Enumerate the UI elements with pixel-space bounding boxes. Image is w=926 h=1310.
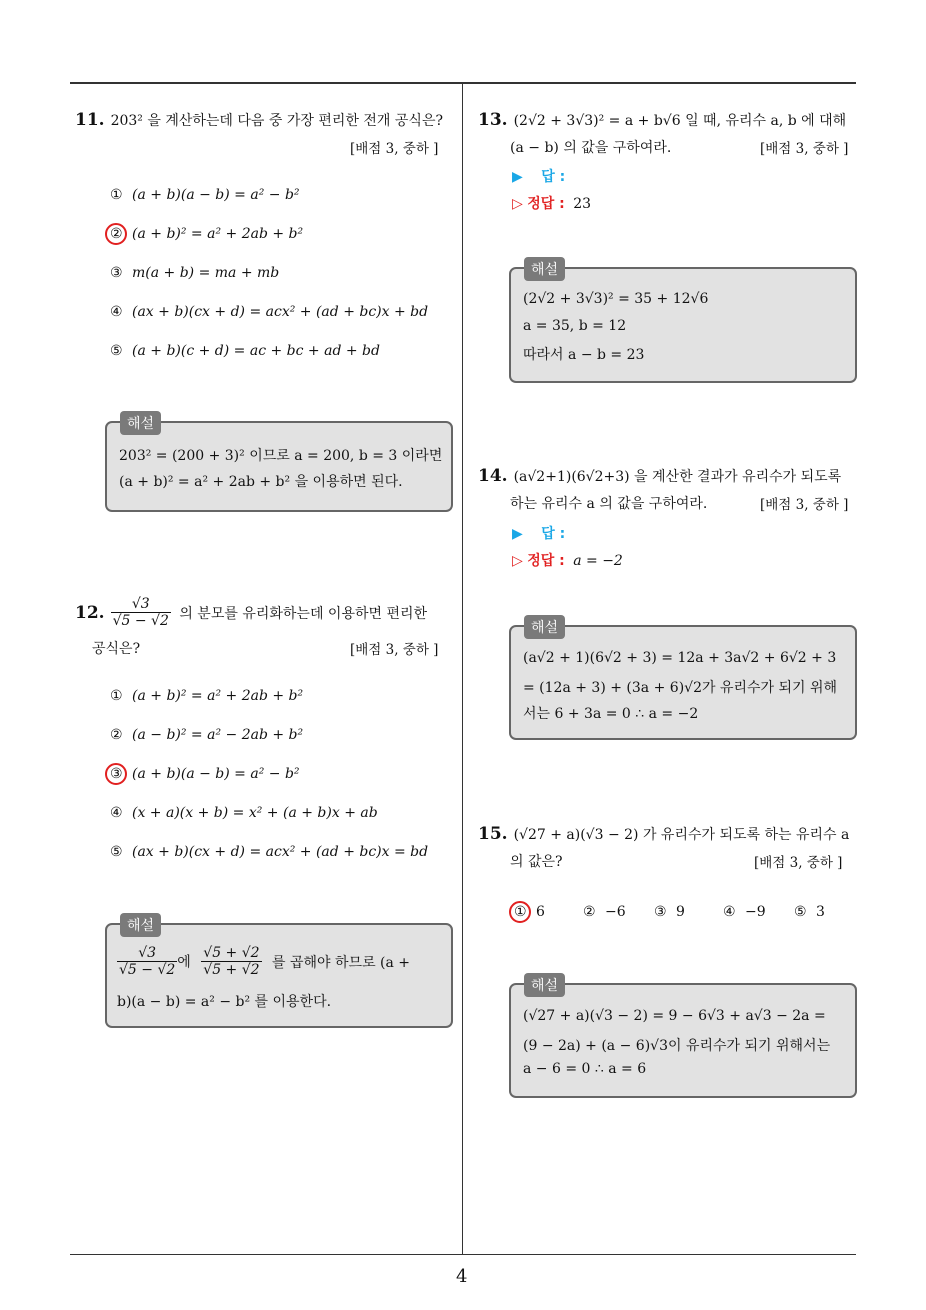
q11-solution-line-2: (a + b)² = a² + 2ab + b² 을 이용하면 된다. [119, 474, 403, 490]
q15-choice-3[interactable]: ③ 9 [654, 904, 685, 920]
q13-number: 13. [478, 110, 508, 130]
q15-number: 15. [478, 824, 508, 844]
q14-meta: [배점 3, 중하 ] [760, 497, 849, 513]
q12-choice-2[interactable]: ② (a − b)² = a² − 2ab + b² [110, 727, 304, 743]
q12-number: 12. [75, 602, 105, 623]
q14-solution-box [509, 620, 857, 740]
q11-text: 203² 을 계산하는데 다음 중 가장 편리한 전개 공식은? [110, 113, 443, 129]
q11-choice-1[interactable]: ① (a + b)(a − b) = a² − b² [110, 187, 300, 203]
q13-solution-line-3: 따라서 a − b = 23 [523, 347, 645, 363]
q14-text-2: 하는 유리수 a 의 값을 구하여라. [510, 496, 708, 512]
q15-solution-line-1: (√27 + a)(√3 − 2) = 9 − 6√3 + a√3 − 2a = [523, 1008, 826, 1024]
q14-answer-label: 답 : [541, 526, 566, 542]
q12-text-2: 공식은? [92, 641, 141, 657]
q15-solution-line-2: (9 − 2a) + (a − 6)√3이 유리수가 되기 위해서는 [523, 1038, 831, 1054]
q14-number: 14. [478, 466, 508, 486]
q11-meta: [배점 3, 중하 ] [350, 141, 439, 157]
q13-text-2: (a − b) 의 값을 구하여라. [510, 140, 672, 156]
q12-solution-fraction-2: $\frac{√5 + √2}{√5 + √2}$ [203, 945, 260, 978]
q15-text: (√27 + a)(√3 − 2) 가 유리수가 되도록 하는 유리수 a [513, 827, 850, 843]
q15-stem [478, 824, 849, 844]
bottom-rule [70, 1254, 856, 1255]
q14-answer-play-icon: ▶ [512, 526, 523, 542]
q13-answer-play-icon: ▶ [512, 169, 523, 185]
q15-choice-1[interactable]: ① 6 [514, 904, 545, 920]
q12-stem [75, 596, 427, 629]
q15-correct-circle [509, 901, 531, 923]
q13-correct-outline-play-icon: ▷ [512, 196, 523, 212]
q12-text: 의 분모를 유리화하는데 이용하면 편리한 [179, 605, 428, 622]
q13-correct-value: 23 [573, 196, 592, 212]
column-divider [462, 82, 463, 1254]
q11-stem [75, 110, 443, 130]
q11-solution-box [105, 416, 453, 512]
q14-solution-line-2: = (12a + 3) + (3a + 6)√2가 유리수가 되기 위해 [523, 680, 838, 696]
q13-solution-line-1: (2√2 + 3√3)² = 35 + 12√6 [523, 291, 709, 307]
q15-choice-2[interactable]: ② −6 [583, 904, 626, 920]
q12-choice-1[interactable]: ① (a + b)² = a² + 2ab + b² [110, 688, 304, 704]
q15-meta: [배점 3, 중하 ] [754, 855, 843, 871]
q14-solution-line-1: (a√2 + 1)(6√2 + 3) = 12a + 3a√2 + 6√2 + 3 [523, 650, 837, 666]
q14-text: (a√2+1)(6√2+3) 을 계산한 결과가 유리수가 되도록 [513, 469, 842, 485]
q11-solution-line-1: 203² = (200 + 3)² 이므로 a = 200, b = 3 이라면 [119, 448, 443, 464]
q15-solution-tag: 해설 [524, 973, 565, 997]
q14-correct-row [512, 550, 623, 570]
q12-choice-3[interactable]: ③ (a + b)(a − b) = a² − b² [110, 766, 300, 782]
q11-choice-3[interactable]: ③ m(a + b) = ma + mb [110, 265, 280, 281]
q12-solution-line-1: $\frac{√3}{√5 - √2}$ 에 $\frac{√5 + √2}{√5 + √2}$ 를 곱해야 하므로 (a + [119, 945, 411, 978]
q13-correct-label: 정답 : [527, 196, 565, 212]
q13-solution-box [509, 262, 857, 383]
q12-choice-5[interactable]: ⑤ (ax + b)(cx + d) = acx² + (ad + bc)x = bd [110, 844, 429, 860]
q14-solution-tag: 해설 [524, 615, 565, 639]
q15-choice-5[interactable]: ⑤ 3 [794, 904, 825, 920]
page-number: 4 [456, 1266, 468, 1287]
q12-solution-fraction-1: $\frac{√3}{√5 - √2}$ [119, 945, 176, 978]
q14-correct-outline-play-icon: ▷ [512, 553, 523, 569]
q13-text: (2√2 + 3√3)² = a + b√6 일 때, 유리수 a, b 에 대해 [513, 113, 847, 129]
q13-solution-tag: 해설 [524, 257, 565, 281]
q14-correct-label: 정답 : [527, 553, 565, 569]
q13-meta: [배점 3, 중하 ] [760, 141, 849, 157]
q14-stem [478, 466, 841, 486]
q11-choice-5[interactable]: ⑤ (a + b)(c + d) = ac + bc + ad + bd [110, 343, 380, 359]
q13-answer-label: 답 : [541, 169, 566, 185]
q14-solution-line-3: 서는 6 + 3a = 0 ∴ a = −2 [523, 706, 699, 722]
q15-solution-line-3: a − 6 = 0 ∴ a = 6 [523, 1061, 647, 1077]
q12-fraction: $\frac{√3}{√5 - √2}$ [112, 596, 169, 629]
q12-solution-line-2: b)(a − b) = a² − b² 를 이용한다. [117, 994, 332, 1010]
q13-stem [478, 110, 846, 130]
q15-choice-4[interactable]: ④ −9 [723, 904, 766, 920]
q11-choice-4[interactable]: ④ (ax + b)(cx + d) = acx² + (ad + bc)x + bd [110, 304, 429, 320]
q12-choice-4[interactable]: ④ (x + a)(x + b) = x² + (a + b)x + ab [110, 805, 378, 821]
q14-correct-value: a = −2 [573, 553, 623, 569]
q11-number: 11. [75, 110, 105, 130]
q12-solution-box [105, 918, 453, 1028]
q15-solution-box [509, 978, 857, 1098]
q13-answer-row [512, 166, 565, 186]
q11-correct-circle [105, 223, 127, 245]
q11-choice-2[interactable]: ② (a + b)² = a² + 2ab + b² [110, 226, 304, 242]
q12-solution-tag: 해설 [120, 913, 161, 937]
q13-solution-line-2: a = 35, b = 12 [523, 318, 627, 334]
q12-meta: [배점 3, 중하 ] [350, 642, 439, 658]
q15-text-2: 의 값은? [510, 854, 563, 870]
q11-solution-tag: 해설 [120, 411, 161, 435]
q14-answer-row [512, 523, 565, 543]
top-rule [70, 82, 856, 84]
q12-correct-circle [105, 763, 127, 785]
q13-correct-row [512, 193, 591, 213]
